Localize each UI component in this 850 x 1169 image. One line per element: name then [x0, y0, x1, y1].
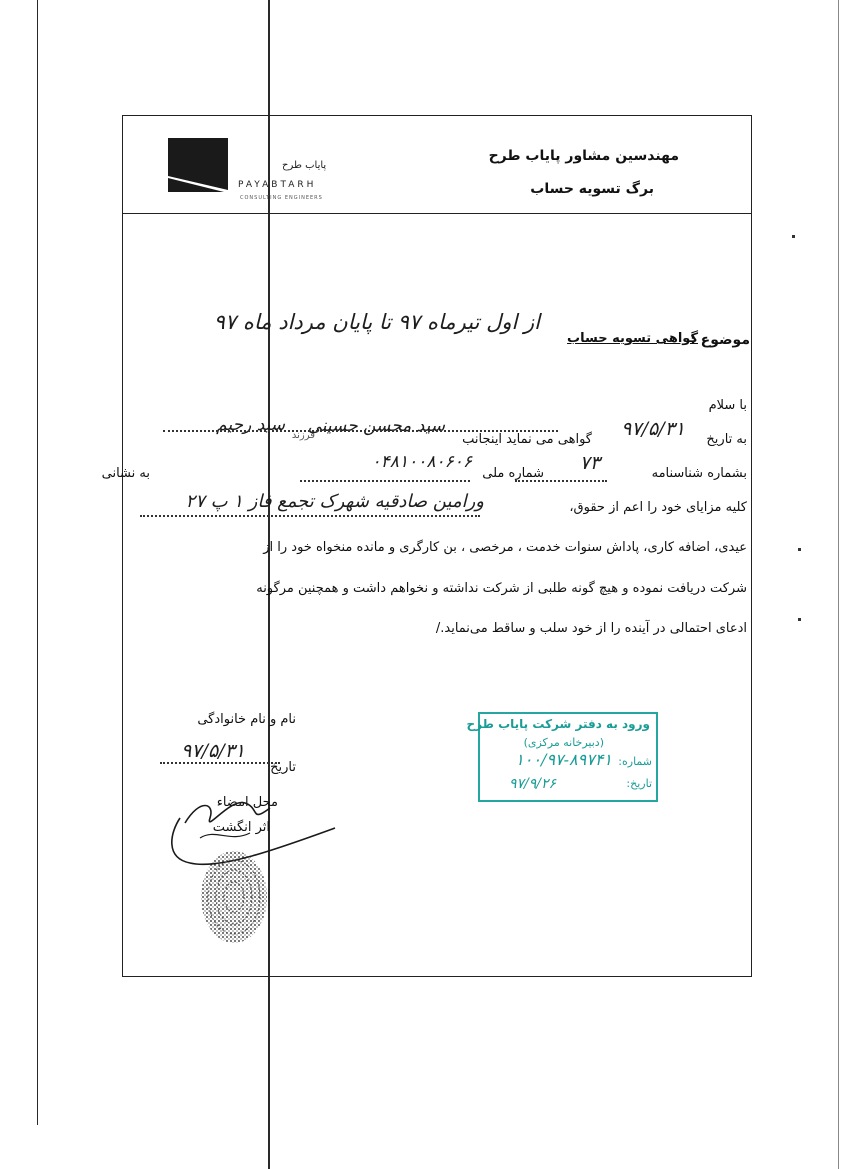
subject-value: گواهی تسویه حساب [567, 331, 698, 346]
signature-sign-label: محل امضاء [216, 795, 278, 810]
cert-line1-father-label: فرزند [291, 430, 315, 441]
payabtarh-logo-icon [168, 138, 228, 198]
scan-artifact-line-left [37, 0, 38, 1125]
signature-date-blank [160, 762, 280, 764]
form-title: برگ تسویه حساب [530, 181, 654, 197]
cert-line3-text: کلیه مزایای خود را اعم از حقوق، [569, 500, 747, 515]
subject-handwritten: از اول تیرماه ۹۷ تا پایان مرداد ماه ۹۷ [213, 310, 540, 334]
cert-line3-blank [140, 515, 480, 517]
header-divider [122, 213, 752, 214]
signature-fingerprint-label: اثر انگشت [212, 820, 270, 835]
stamp-date-label: تاریخ: [626, 777, 652, 790]
cert-line2-idno-hw: ۷۳ [579, 452, 600, 474]
greeting: با سلام [708, 398, 747, 413]
cert-line2-national-blank [300, 480, 470, 482]
stamp-title: ورود به دفتر شرکت پایاب طرح [466, 717, 650, 731]
fingerprint-icon [198, 848, 270, 946]
signature-name-label: نام و نام خانوادگی [197, 712, 296, 727]
cert-line4: عیدی، اضافه کاری، پاداش سنوات خدمت ، مرخصی ، بن کارگری و مانده منخواه خود را از [263, 540, 747, 555]
logo-text-en: PAYABTARH [238, 180, 317, 190]
cert-line2-suffix: به نشانی [101, 466, 150, 481]
signature-date-label: تاریخ [270, 760, 296, 775]
cert-line6: ادعای احتمالی در آینده را از خود سلب و ساقط می‌نماید./ [435, 621, 747, 636]
subject-label: موضوع : [690, 332, 750, 348]
stamp-number-label: شماره: [618, 755, 652, 768]
company-title: مهندسین مشاور پایاب طرح [488, 148, 679, 164]
logo-text-fa: پایاب طرح [282, 160, 327, 171]
cert-line2-national-hw: ۰۴۸۱۰۰۸۰۶۰۶ [371, 452, 472, 472]
scan-artifact-line-right [838, 0, 839, 1169]
scan-dot-2 [798, 548, 801, 551]
stamp-date-hw: ۹۷/۹/۲۶ [508, 776, 556, 792]
cert-line1-date-hw: ۹۷/۵/۳۱ [621, 418, 685, 440]
signature-date-hw: ۹۷/۵/۳۱ [181, 740, 245, 762]
cert-line1-father-hw: سید رحیم [216, 415, 285, 435]
cert-line1-name-hw: سید محسن حسینی [307, 416, 445, 436]
registry-stamp [466, 712, 658, 802]
cert-line5: شرکت دریافت نموده و هیچ گونه طلبی از شرکت نداشته و نخواهم داشت و همچنین مرگونه [256, 581, 747, 596]
logo-text-subtitle: CONSULTING ENGINEERS [240, 195, 323, 201]
cert-line2-idno-label: بشماره شناسنامه [651, 466, 747, 481]
cert-line1-prefix: به تاریخ [706, 432, 747, 447]
stamp-number-hw: ۱۰۰/۹۷-۸۹۷۴۱ [515, 750, 612, 769]
cert-line1-mid: گواهی می نماید اینجانب [462, 432, 592, 447]
scan-dot-3 [798, 618, 801, 621]
cert-line3-address-hw: ورامین صادقیه شهرک تجمع فاز ۱ پ ۲۷ [185, 491, 484, 512]
cert-line2-national-label: شماره ملی [482, 466, 544, 481]
stamp-subtitle: (دبیرخانه مرکزی) [523, 736, 604, 749]
scan-dot-1 [792, 235, 795, 238]
cert-line1-blank [163, 430, 558, 432]
